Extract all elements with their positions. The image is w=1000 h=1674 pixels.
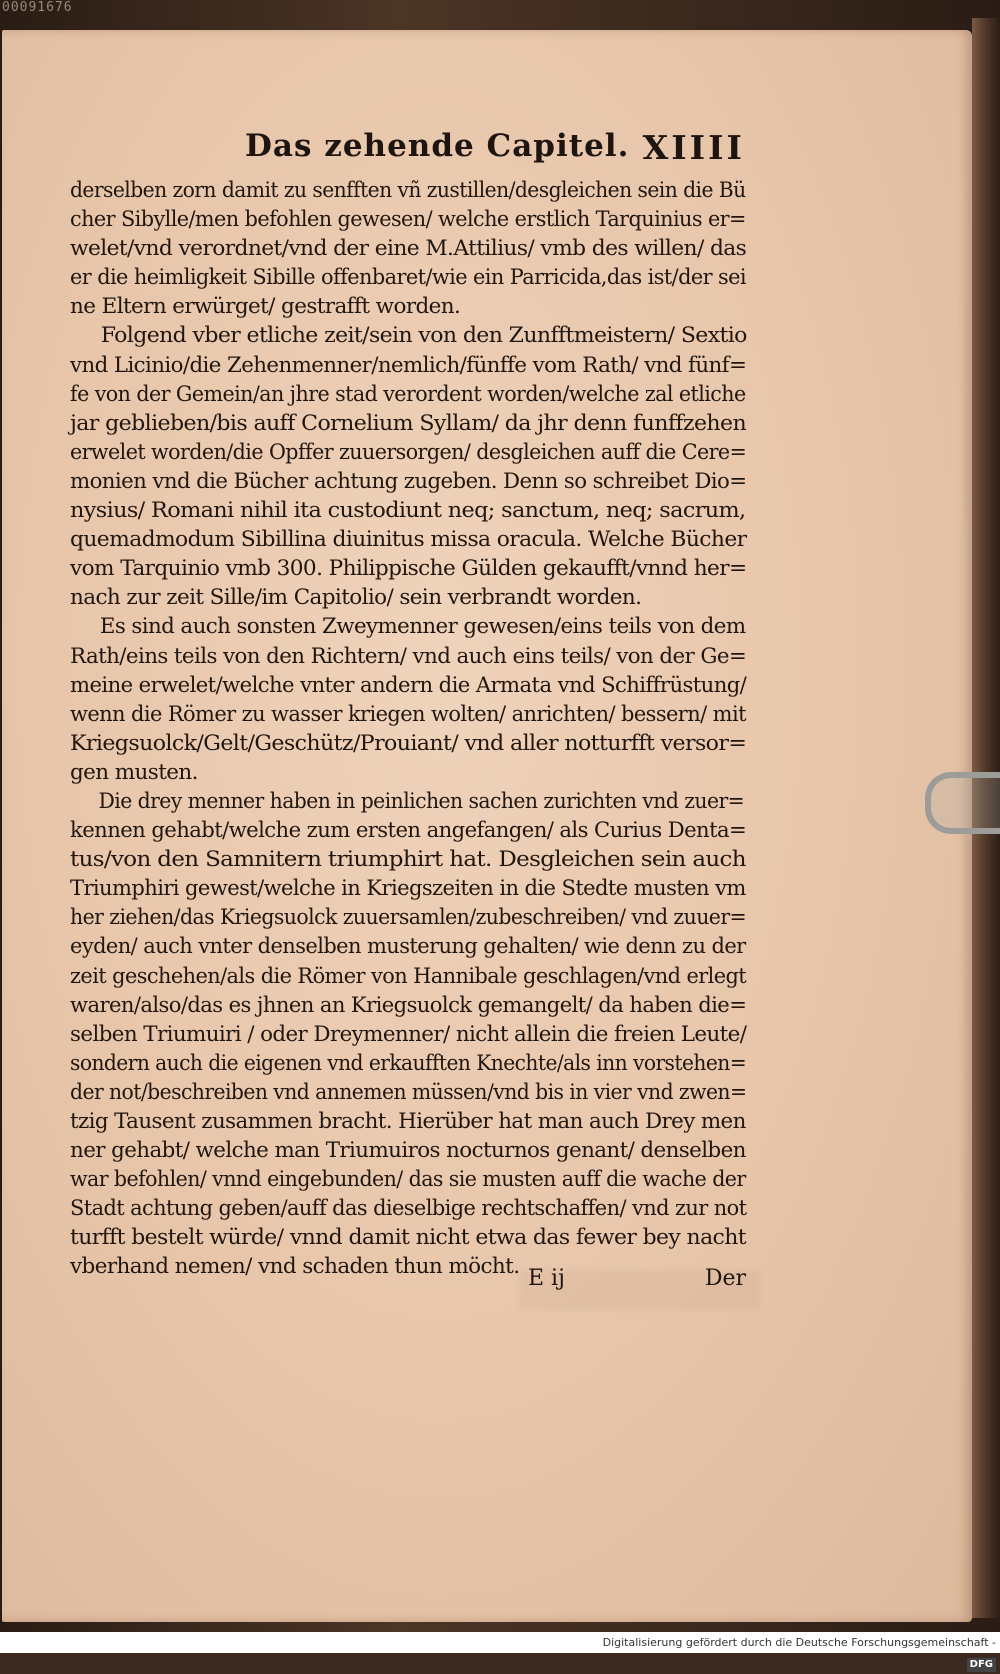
text-line: selben Triumuiri / oder Dreymenner/ nicht allein die freien Leute/ [70,1021,747,1047]
text-line: Kriegsuolck/Gelt/Geschütz/Prouiant/ vnd aller notturfft versor= [70,730,747,756]
text-line: tzig Tausent zusammen bracht. Hierüber hat man auch Drey men [70,1109,746,1134]
text-line: waren/also/das es jhnen an Kriegsuolck gemangelt/ da haben die= [70,992,747,1018]
text-line: zeit geschehen/als die Römer von Hannibale geschlagen/vnd erlegt [70,963,747,989]
text-line: gen musten. [70,759,198,785]
text-line: welet/vnd verordnet/vnd der eine M.Attilius/ vmb des willen/ das [70,236,747,262]
text-line: erwelet worden/die Opffer zuuersorgen/ desgleichen auff die Cere= [70,439,747,465]
text-line: ner gehabt/ welche man Triumuiros nocturnos genant/ denselben [70,1138,746,1164]
text-line: Es sind auch sonsten Zweymenner gewesen/eins teils von dem [99,614,746,640]
text-line: vberhand nemen/ vnd schaden thun möcht. [70,1254,520,1280]
text-line: quemadmodum Sibillina diuinitus missa oracula. Welche Bücher [70,527,747,553]
catchword: Der [704,1266,746,1291]
text-line: eyden/ auch vnter denselben musterung gehalten/ wie denn zu der [70,934,746,960]
text-line: vom Tarquinio vmb 300. Philippische Gülden gekaufft/vnnd her= [70,556,747,582]
page-header [245,128,745,172]
text-line: her ziehen/das Kriegsuolck zuuersamlen/zubeschreiben/ vnd zuuer= [70,905,747,931]
text-line: cher Sibylle/men befohlen gewesen/ welche erstlich Tarquinius er= [70,207,746,233]
dfg-logo: DFG [967,1658,996,1672]
text-line: Triumphiri gewest/welche in Kriegszeiten in die Stedte musten vm [70,876,746,902]
text-line: fe von der Gemein/an jhre stad verordent worden/welche zal etliche [70,381,746,407]
text-line: wenn die Römer zu wasser kriegen wolten/ anrichten/ bessern/ mit [70,701,746,727]
text-line: nach zur zeit Sille/im Capitolio/ sein verbrandt worden. [70,585,642,611]
signature-mark: E ij [528,1266,565,1291]
text-line: derselben zorn damit zu senfften vñ zustillen/desgleichen sein die Bü [70,178,746,203]
text-line: jar geblieben/bis auff Cornelium Syllam/ da jhr denn funffzehen [70,410,747,436]
text-line: nysius/ Romani nihil ita custodiunt neq; sanctum, neq; sacrum, [70,498,746,524]
text-line: turfft bestelt würde/ vnnd damit nicht etwa das fewer bey nacht [70,1225,746,1251]
text-line: meine erwelet/welche vnter andern die Armata vnd Schiffrüstung/ [70,672,747,698]
footer-strip [0,1632,600,1653]
text-line: Rath/eins teils von den Richtern/ vnd auch eins teils/ von der Ge= [70,643,747,669]
page-clip [925,772,1000,834]
archive-id: 00091676 [2,0,73,15]
text-line: monien vnd die Bücher achtung zugeben. Denn so schreibet Dio= [70,468,747,494]
text-line: tus/von den Samnitern triumphirt hat. Desgleichen sein auch [70,847,746,873]
text-line: Stadt achtung geben/auff das dieselbige rechtschaffen/ vnd zur not [70,1196,747,1222]
funding-footer [600,1632,1000,1670]
text-line: der not/beschreiben vnd annemen müssen/vnd bis in vier vnd zwen= [70,1079,747,1105]
text-line: war befohlen/ vnnd eingebunden/ das sie musten auff die wache der [70,1167,746,1193]
funding-text: Digitalisierung gefördert durch die Deutsche Forschungsgemeinschaft - [602,1636,996,1649]
text-line: Folgend vber etliche zeit/sein von den Zunfftmeistern/ Sextio [100,323,747,349]
text-line: sondern auch die eigenen vnd erkaufften Knechte/als inn vorstehen= [70,1050,747,1076]
text-line: vnd Licinio/die Zehenmenner/nemlich/fünffe vom Rath/ vnd fünf= [70,352,747,378]
text-line: ne Eltern erwürget/ gestrafft worden. [70,294,461,320]
body-text [70,176,746,1282]
page-footer-marks [528,1266,746,1298]
text-line: kennen gehabt/welche zum ersten angefangen/ als Curius Denta= [70,818,747,844]
text-line: Die drey menner haben in peinlichen sachen zurichten vnd zuer= [98,788,745,814]
text-line: er die heimligkeit Sibille offenbaret/wie ein Parricida,das ist/der sei [70,265,747,291]
chapter-title: Das zehende Capitel. [245,128,630,164]
folio-number: XIIII [642,128,745,167]
